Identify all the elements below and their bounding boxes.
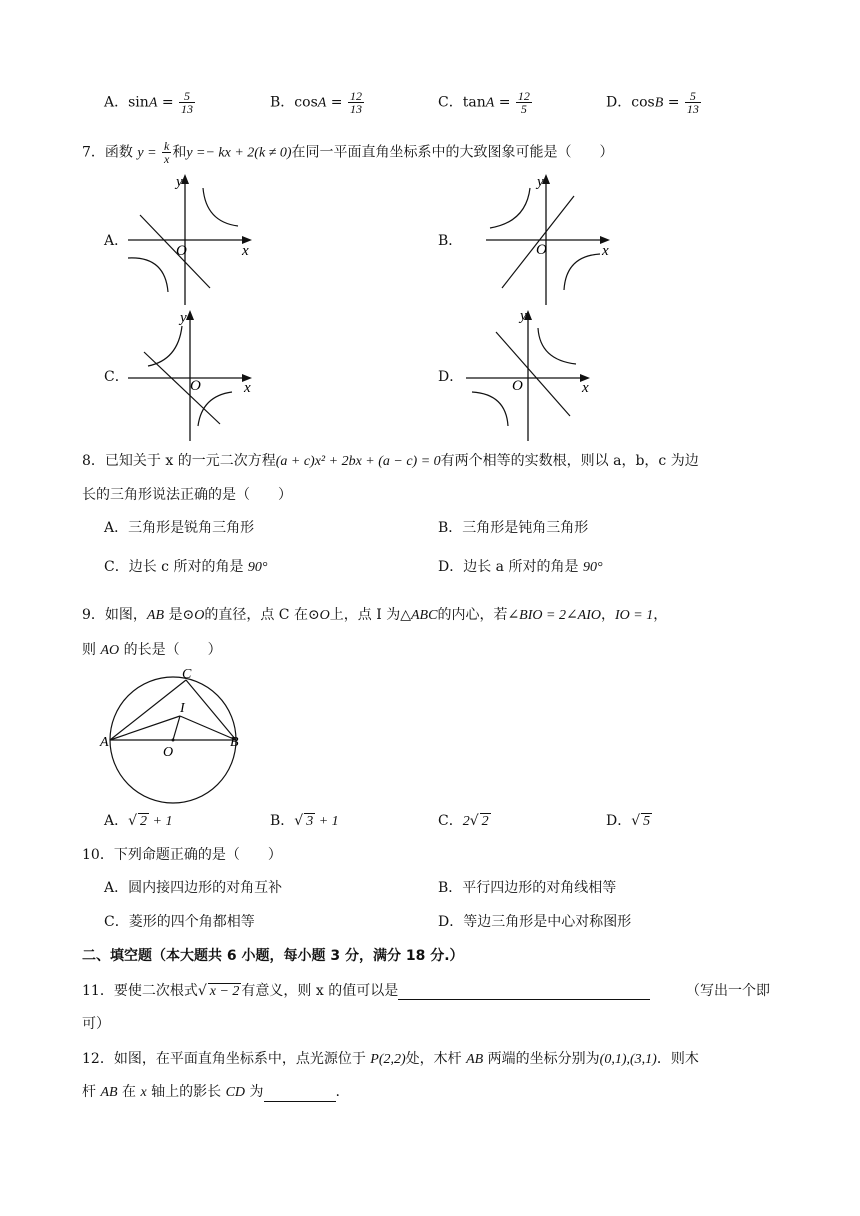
svg-text:A: A — [100, 735, 109, 750]
q8-stem-line1: 8．已知关于 x 的一元二次方程(a + c)x² + 2bx + (a − c) = 0有两个相等的实数根，则以 a，b，c 为边 — [82, 453, 699, 469]
q9-stem-line2: 则 AO 的长是（ ） — [82, 642, 222, 658]
svg-text:x: x — [242, 243, 249, 259]
q7-graph-a — [120, 170, 270, 310]
q6-option-a: A．sinA = $\frac{5}{13}$ — [104, 89, 194, 116]
svg-text:B: B — [230, 735, 239, 750]
q7-option-b-label: B． — [438, 233, 463, 249]
q10-stem: 10．下列命题正确的是（ ） — [82, 847, 282, 863]
svg-text:y: y — [537, 174, 544, 190]
q7-stem: 7．函数 y = $\frac{k}{x}$ 和y =− kx + 2(k ≠ 0)在同一平面直角坐标系中的大致图象可能是（ ） — [82, 139, 614, 166]
svg-text:I: I — [180, 701, 185, 716]
svg-text:y: y — [180, 310, 187, 326]
q7-graph-d — [458, 306, 608, 446]
q9-option-c: C．2√ 2 — [438, 813, 489, 829]
q7-option-d-label: D． — [438, 369, 464, 385]
q9-option-a: A．√ 2 + 1 — [104, 813, 173, 829]
q11-stem-line1: 11．要使二次根式√ x − 2 有意义，则 x 的值可以是 — [82, 982, 650, 1000]
q10-option-b: B．平行四边形的对角线相等 — [438, 880, 617, 896]
q9-option-b: B．√ 3 + 1 — [270, 813, 339, 829]
q8-option-d: D．边长 a 所对的角是 90° — [438, 559, 603, 575]
fraction: $\frac{5}{13}$ — [181, 89, 194, 116]
q8-stem-line2: 长的三角形说法正确的是（ ） — [82, 487, 292, 503]
q12-stem-line1: 12．如图，在平面直角坐标系中，点光源位于 P(2,2)处，木杆 AB 两端的坐标分别为(0,1),(3,1)．则木 — [82, 1051, 699, 1067]
svg-text:x: x — [244, 380, 251, 396]
answer-blank[interactable] — [264, 1085, 336, 1102]
svg-text:O: O — [536, 242, 547, 258]
section-heading: 二、填空题（本大题共 6 小题，每小题 3 分，满分 18 分.） — [82, 948, 464, 964]
svg-text:y: y — [520, 308, 527, 324]
q6-option-c: C．tanA = $\frac{12}{5}$ — [438, 89, 530, 116]
svg-text:O: O — [176, 243, 187, 259]
q10-option-c: C．菱形的四个角都相等 — [104, 914, 255, 930]
q9-stem-line1: 9．如图，AB 是⊙O的直径，点 C 在⊙O上，点 I 为△ABC的内心，若∠BIO = 2∠AIO，IO = 1， — [82, 607, 668, 623]
q6-option-b: B．cosA = $\frac{12}{13}$ — [270, 89, 362, 116]
svg-text:O: O — [163, 745, 174, 760]
fraction: $\frac{k}{x}$ — [164, 139, 170, 166]
q10-option-d: D．等边三角形是中心对称图形 — [438, 914, 632, 930]
q8-option-c: C．边长 c 所对的角是 90° — [104, 559, 268, 575]
q10-option-a: A．圆内接四边形的对角互补 — [104, 880, 283, 896]
fraction: $\frac{5}{13}$ — [686, 89, 699, 116]
q9-option-d: D．√ 5 — [606, 813, 651, 829]
svg-text:y: y — [176, 174, 183, 190]
svg-text:C: C — [182, 667, 192, 682]
q6-option-d: D．cosB = $\frac{5}{13}$ — [606, 89, 699, 116]
svg-text:O: O — [190, 378, 201, 394]
q7-option-c-label: C． — [104, 369, 129, 385]
q7-graph-b — [478, 170, 628, 310]
svg-text:x: x — [582, 380, 589, 396]
q11-stem-line2: 可） — [82, 1016, 110, 1032]
q7-option-a-label: A． — [104, 233, 129, 249]
q9-circle-figure — [96, 664, 246, 804]
fraction: $\frac{12}{13}$ — [349, 89, 362, 116]
fraction: $\frac{12}{5}$ — [517, 89, 530, 116]
svg-text:x: x — [602, 243, 609, 259]
q7-graph-c — [120, 306, 270, 446]
answer-blank[interactable] — [398, 983, 650, 1000]
q8-option-a: A．三角形是锐角三角形 — [104, 520, 255, 536]
q11-stem-tail: （写出一个即 — [686, 983, 770, 999]
svg-text:O: O — [512, 378, 523, 394]
q8-option-b: B．三角形是钝角三角形 — [438, 520, 589, 536]
q12-stem-line2: 杆 AB 在 x 轴上的影长 CD 为 . — [82, 1084, 340, 1100]
